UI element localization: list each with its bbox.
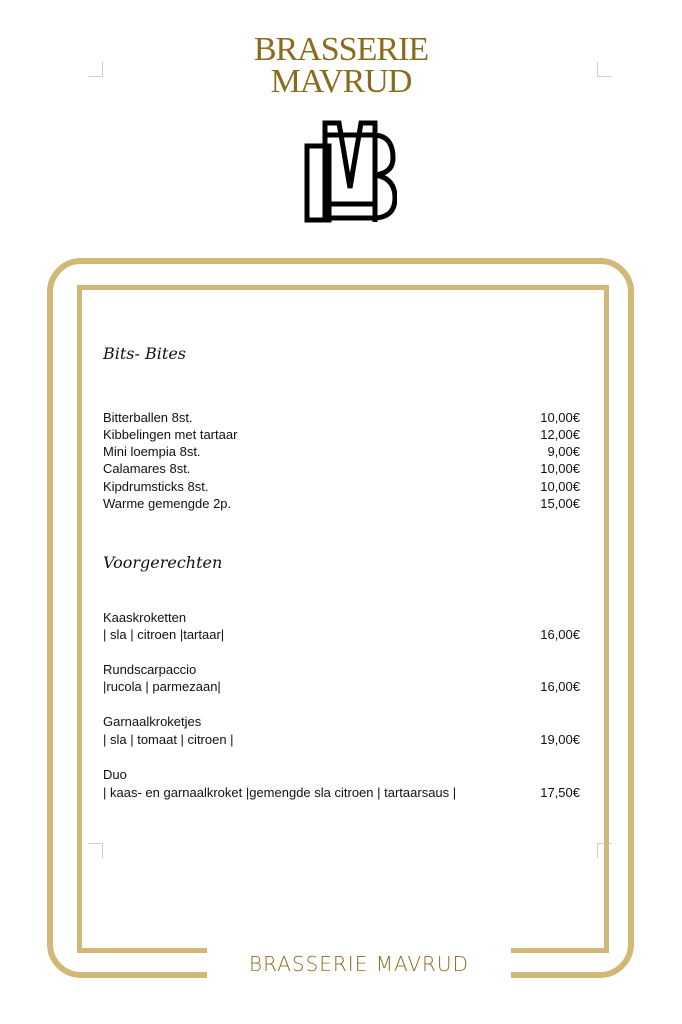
- monogram-logo: [303, 118, 397, 226]
- section-heading-bits-bites: Bits- Bites: [103, 344, 186, 363]
- menu-item: [103, 495, 580, 512]
- item-name: Bitterballen 8st.: [103, 410, 193, 425]
- item-desc: |rucola | parmezaan|: [103, 679, 221, 694]
- item-desc-row: [103, 626, 580, 643]
- item-price: 15,00€: [540, 496, 580, 511]
- menu-item: [103, 460, 580, 477]
- footer-brand: BRASSERIE MAVRUD: [249, 952, 469, 976]
- item-desc-row: [103, 784, 580, 801]
- item-desc-row: [103, 731, 580, 748]
- menu-item: [103, 443, 580, 460]
- item-price: 9,00€: [547, 444, 580, 459]
- item-price: 10,00€: [540, 410, 580, 425]
- item-price: 12,00€: [540, 427, 580, 442]
- brand-line-2: MAVRUD: [270, 63, 412, 100]
- item-name: Kaaskroketten: [103, 610, 187, 625]
- item-price: 10,00€: [540, 479, 580, 494]
- item-desc: | sla | citroen |tartaar|: [103, 627, 225, 642]
- item-price: 17,50€: [540, 785, 580, 800]
- item-name-row: [103, 713, 580, 730]
- item-name: Calamares 8st.: [103, 461, 191, 476]
- menu-item: [103, 426, 580, 443]
- item-name: Rundscarpaccio: [103, 662, 197, 677]
- item-price: 10,00€: [540, 461, 580, 476]
- item-price: 16,00€: [540, 679, 580, 694]
- item-desc: | sla | tomaat | citroen |: [103, 732, 234, 747]
- item-name: Warme gemengde 2p.: [103, 496, 232, 511]
- item-desc-row: [103, 678, 580, 695]
- item-name: Kipdrumsticks 8st.: [103, 479, 209, 494]
- item-name: Garnaalkroketjes: [103, 714, 202, 729]
- item-name: Duo: [103, 767, 127, 782]
- item-price: 16,00€: [540, 627, 580, 642]
- menu-item: [103, 478, 580, 495]
- item-name-row: [103, 609, 580, 626]
- item-name: Kibbelingen met tartaar: [103, 427, 238, 442]
- section-heading-voorgerechten: Voorgerechten: [103, 553, 223, 572]
- item-price: 19,00€: [540, 732, 580, 747]
- brand-title: [0, 31, 682, 100]
- item-name: Mini loempia 8st.: [103, 444, 201, 459]
- item-desc: | kaas- en garnaalkroket |gemengde sla citroen | tartaarsaus |: [103, 785, 457, 800]
- item-name-row: [103, 661, 580, 678]
- menu-item: [103, 409, 580, 426]
- brand-line-1: BRASSERIE: [253, 31, 429, 68]
- item-name-row: [103, 766, 580, 783]
